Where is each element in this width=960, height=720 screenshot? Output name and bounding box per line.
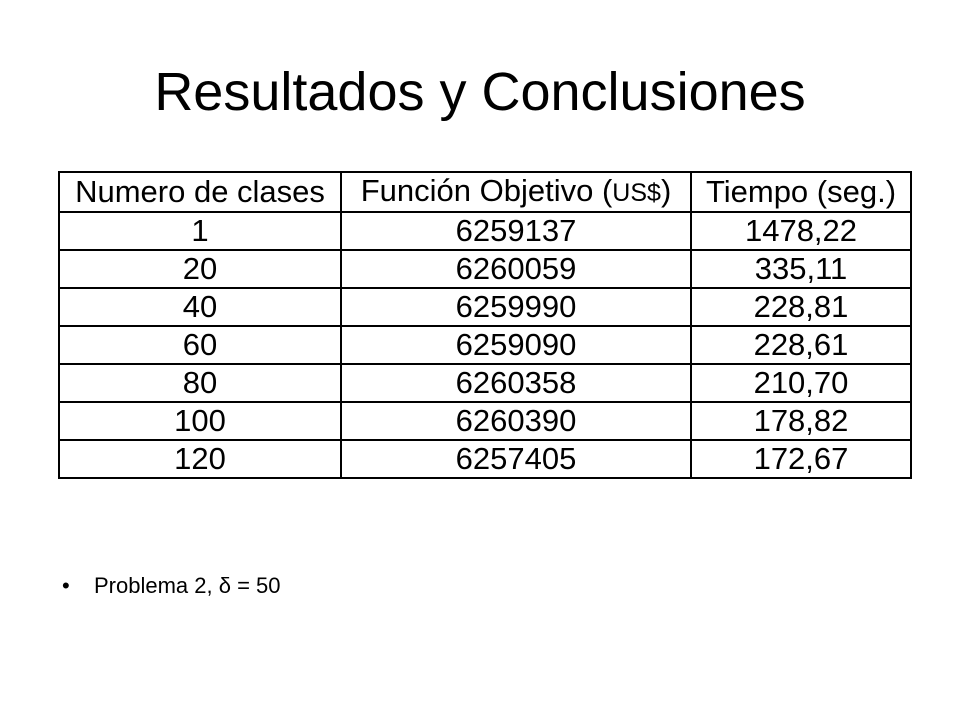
bullet-item	[62, 572, 281, 600]
table-row	[59, 212, 911, 250]
cell-objective: 6259137	[341, 212, 691, 250]
header-objective-close: )	[660, 173, 672, 208]
cell-classes: 40	[59, 288, 341, 326]
table-row	[59, 364, 911, 402]
cell-objective: 6259990	[341, 288, 691, 326]
cell-classes: 80	[59, 364, 341, 402]
table-row	[59, 250, 911, 288]
cell-time: 172,67	[691, 440, 911, 478]
table-row	[59, 440, 911, 478]
header-objective-label: Función Objetivo (	[360, 173, 613, 208]
cell-classes: 120	[59, 440, 341, 478]
bullet-marker: •	[62, 573, 70, 598]
table-header-row	[59, 172, 911, 212]
bullet-text: Problema 2, δ = 50	[94, 573, 281, 598]
cell-time: 228,81	[691, 288, 911, 326]
cell-time: 210,70	[691, 364, 911, 402]
cell-classes: 60	[59, 326, 341, 364]
cell-objective: 6259090	[341, 326, 691, 364]
header-time: Tiempo (seg.)	[691, 172, 911, 212]
slide-title: Resultados y Conclusiones	[154, 62, 806, 122]
cell-time: 335,11	[691, 250, 911, 288]
cell-time: 228,61	[691, 326, 911, 364]
cell-objective: 6260059	[341, 250, 691, 288]
cell-objective: 6260358	[341, 364, 691, 402]
cell-classes: 20	[59, 250, 341, 288]
cell-objective: 6257405	[341, 440, 691, 478]
table-row	[59, 402, 911, 440]
cell-classes: 1	[59, 212, 341, 250]
table-row	[59, 326, 911, 364]
header-number-of-classes: Numero de clases	[59, 172, 341, 212]
cell-time: 178,82	[691, 402, 911, 440]
header-objective-unit: US$	[612, 179, 661, 207]
results-table	[58, 171, 912, 479]
table-row	[59, 288, 911, 326]
cell-classes: 100	[59, 402, 341, 440]
cell-time: 1478,22	[691, 212, 911, 250]
cell-objective: 6260390	[341, 402, 691, 440]
header-objective-function	[341, 172, 691, 212]
